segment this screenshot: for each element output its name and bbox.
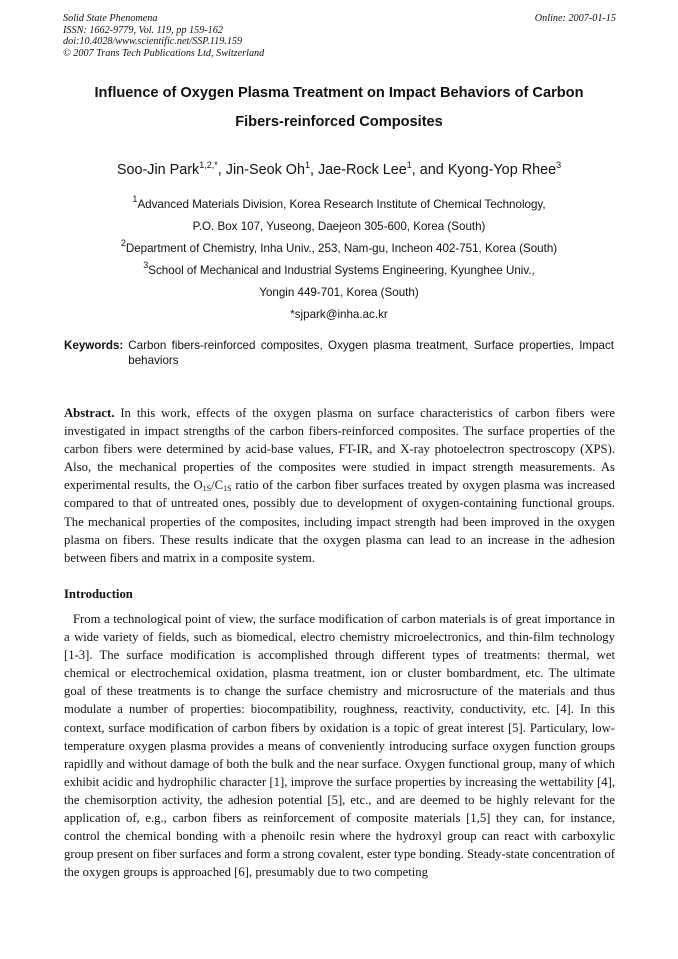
- affiliation-mark: 1: [132, 194, 138, 204]
- journal-copyright: © 2007 Trans Tech Publications Ltd, Switzerland: [63, 47, 265, 59]
- author-name: Jae-Rock Lee: [317, 162, 407, 178]
- author-name: Jin-Seok Oh: [225, 162, 305, 178]
- abstract-subscript: 1S: [223, 484, 232, 494]
- affiliation-mark: 2: [120, 238, 126, 248]
- affiliation-text: School of Mechanical and Industrial Systems Engineering, Kyunghee Univ.,: [148, 264, 535, 277]
- paper-title-line1: Influence of Oxygen Plasma Treatment on Impact Behaviors of Carbon: [94, 85, 584, 101]
- affiliation-3: [40, 260, 638, 282]
- author-name: Kyong-Yop Rhee: [447, 162, 557, 178]
- author-list: [40, 160, 638, 180]
- affiliation-text: Department of Chemistry, Inha Univ., 253, Nam-gu, Incheon 402-751, Korea (South): [125, 242, 558, 255]
- section-heading-introduction: Introduction: [64, 587, 133, 601]
- author-separator: ,: [217, 162, 226, 178]
- paper-title-line2: Fibers-reinforced Composites: [235, 114, 443, 130]
- journal-issn: ISSN: 1662-9779, Vol. 119, pp 159-162: [63, 24, 223, 36]
- abstract-text: In this work, effects of the oxygen plasma on surface characteristics of carbon fibers were investigated in impact strengths of the carbon fibers-reinforced composites. The surface properties of the carbon fibers were determined by acid-base values, FT-IR, and X-ray photoelectron spectroscopy (XPS). Also, the mechanical properties of the composites were studied in impact strength measurements. As experimental results, the O: [64, 406, 615, 493]
- affiliation-3-address: Yongin 449-701, Korea (South): [259, 286, 419, 299]
- author-separator: ,: [309, 162, 318, 178]
- author-affiliation-mark: 1: [304, 160, 310, 170]
- abstract-subscript: 1S: [202, 484, 212, 494]
- author-separator: , and: [411, 162, 448, 178]
- author-affiliation-mark: 1,2,*: [199, 160, 218, 170]
- affiliations: [40, 194, 638, 326]
- affiliation-2: [40, 238, 638, 260]
- author-affiliation-mark: 1: [406, 160, 412, 170]
- abstract-text: /C: [211, 478, 224, 493]
- journal-header: [63, 13, 264, 59]
- affiliation-1: [40, 194, 638, 216]
- introduction-text: From a technological point of view, the surface modification of carbon materials is of great importance in a wide variety of fields, such as biomedical, electro chemistry microelectronics, and thin-film technology [1-3]. The surface modification is accomplished through different types of treatments: thermal, wet chemical or electrochemical oxidation, plasma treatment, ion or cluster bombardment, etc. The ultimate goal of these treatments is to change the surface chemistry and microsructure of the materials and thus modulate a number of properties: biocompatibility, roughness, reactivity, conductivity, etc. [4]. In this context, surface modification of carbon fibers by oxidation is a topic of great interest [5]. Particulary, low-temperature oxygen plasma provides a means of conveniently introducing surface oxygen function groups rapidlly and without damage of both the bulk and the near surface. Oxygen functional group, many of which exhibit acidic and hydrophilic character [1], improve the surface properties by increasing the wettability [4], the chemisorption activity, the adhesion potential [5], etc., and are deemed to be highly relevant for the application of, e.g., carbon fibers as reinforcement of composite materials [1,5] they can, for instance, control the chemical bonding with a phenoilc resin where the hydroxyl group can react with carboxylic group present on fiber surfaces and form a strong covalent, ester type bonding. Steady-state concentration of the oxygen groups is approached [6], presumably due to two competing: [64, 612, 615, 880]
- affiliation-mark: 3: [143, 260, 149, 270]
- author-name: Soo-Jin Park: [116, 162, 200, 178]
- journal-name: Solid State Phenomena: [63, 13, 158, 24]
- keywords-label: Keywords:: [64, 339, 124, 352]
- abstract: [64, 404, 615, 567]
- affiliation-1-address: P.O. Box 107, Yuseong, Daejeon 305-600, Korea (South): [192, 220, 486, 233]
- keywords-text: Carbon fibers-reinforced composites, Oxygen plasma treatment, Surface properties, Impact behaviors: [128, 339, 614, 367]
- affiliation-text: Advanced Materials Division, Korea Research Institute of Chemical Technology,: [137, 198, 546, 211]
- online-date: Online: 2007-01-15: [534, 13, 616, 24]
- author-affiliation-mark: 3: [556, 160, 562, 170]
- journal-doi: doi:10.4028/www.scientific.net/SSP.119.159: [63, 36, 243, 47]
- abstract-label: Abstract.: [64, 406, 115, 420]
- keywords-block: [64, 339, 614, 368]
- paper-title: [50, 79, 628, 137]
- corresponding-email: *sjpark@inha.ac.kr: [290, 308, 388, 321]
- abstract-text: ratio of the carbon fiber surfaces treated by oxygen plasma was increased compared to that of untreated ones, possibly due to development of oxygen-containing functional groups. The mechanical properties of the composites, including impact strength had been improved in the oxygen plasma on fibers. These results indicate that the oxygen plasma can lead to an increase in the adhesion between fibers and matrix in a composite system.: [64, 478, 615, 565]
